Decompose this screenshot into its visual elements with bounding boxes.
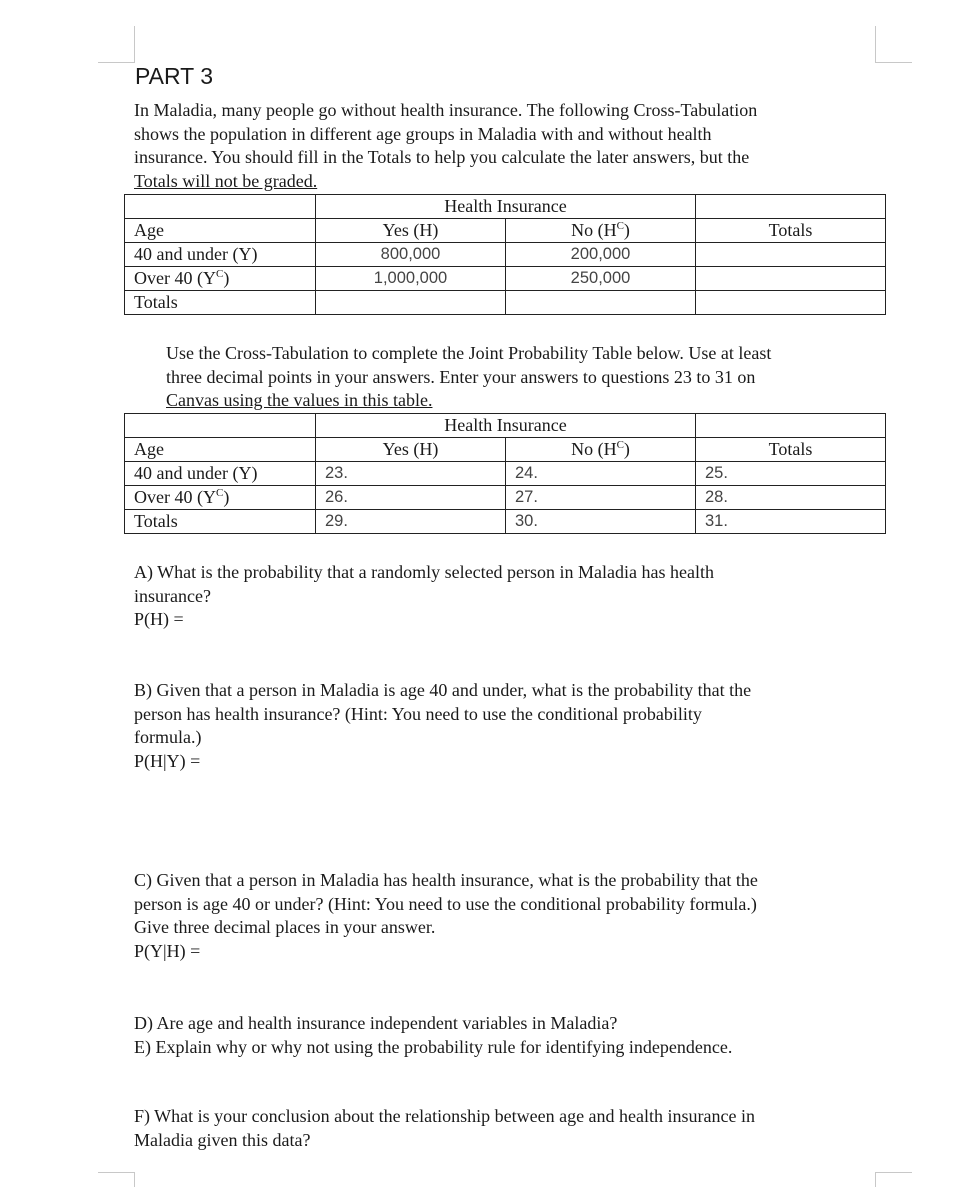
cell-40-under-yes: 800,000: [316, 243, 506, 267]
row-label-over-40: Over 40 $(Y^C)$: [125, 486, 316, 510]
question-line: person has health insurance? (Hint: You need to use the conditional probability: [134, 703, 702, 724]
question-b: [134, 679, 751, 773]
cross-tabulation-table: [124, 194, 886, 315]
totals-header: Totals: [696, 219, 886, 243]
question-line: A) What is the probability that a randomly selected person in Maladia has health: [134, 562, 714, 582]
cell-40-under-total[interactable]: [696, 243, 886, 267]
crop-mark-top-left: [98, 26, 135, 63]
answer-cell-24[interactable]: 24.: [506, 462, 696, 486]
question-f: [134, 1105, 755, 1152]
age-header: Age: [125, 219, 316, 243]
answer-prompt: P(H|Y) =: [134, 750, 201, 771]
cell-over-40-no: 250,000: [506, 267, 696, 291]
intro-line: insurance. You should fill in the Totals to help you calculate the later answers, but the: [134, 147, 750, 167]
question-c: [134, 869, 758, 963]
question-line: F) What is your conclusion about the relationship between age and health insurance in: [134, 1106, 755, 1126]
yes-header: Yes (H): [316, 438, 506, 462]
instructions-line: Use the Cross-Tabulation to complete the Joint Probability Table below. Use at least: [166, 343, 772, 363]
cell-over-40-total[interactable]: [696, 267, 886, 291]
health-insurance-header: Health Insurance: [316, 414, 696, 438]
question-line: insurance?: [134, 585, 211, 606]
row-label-totals: Totals: [125, 510, 316, 534]
question-line: formula.): [134, 727, 202, 747]
row-label-totals: Totals: [125, 291, 316, 315]
answer-cell-25[interactable]: 25.: [696, 462, 886, 486]
row-label-over-40: Over 40 $(Y^C)$: [125, 267, 316, 291]
cell-40-under-no: 200,000: [506, 243, 696, 267]
table-corner: [125, 414, 316, 438]
cell-totals-no[interactable]: [506, 291, 696, 315]
question-line: C) Given that a person in Maladia has health insurance, what is the probability that the: [134, 870, 758, 890]
instructions-line: Canvas using the values in this table.: [166, 390, 433, 410]
cell-totals-yes[interactable]: [316, 291, 506, 315]
intro-line: Totals will not be graded.: [134, 170, 318, 191]
row-label-40-under: 40 and under (Y): [125, 462, 316, 486]
no-header: No $(H^C)$: [506, 438, 696, 462]
answer-cell-29[interactable]: 29.: [316, 510, 506, 534]
question-line: person is age 40 or under? (Hint: You need to use the conditional probability formula.): [134, 893, 757, 914]
joint-probability-table: [124, 413, 886, 534]
question-e: E) Explain why or why not using the probability rule for identifying independence.: [134, 1036, 733, 1057]
answer-cell-28[interactable]: 28.: [696, 486, 886, 510]
intro-paragraph: [134, 99, 757, 193]
intro-line: shows the population in different age groups in Maladia with and without health: [134, 123, 712, 144]
table-corner: [696, 414, 886, 438]
crop-mark-top-right: [875, 26, 912, 63]
question-line: Maladia given this data?: [134, 1129, 311, 1150]
answer-cell-23[interactable]: 23.: [316, 462, 506, 486]
questions-d-e: [134, 1012, 732, 1059]
instructions-line: three decimal points in your answers. Enter your answers to questions 23 to 31 on: [166, 366, 756, 387]
no-header: No $(H^C)$: [506, 219, 696, 243]
question-line: B) Given that a person in Maladia is age 40 and under, what is the probability that the: [134, 680, 752, 700]
health-insurance-header: Health Insurance: [316, 195, 696, 219]
age-header: Age: [125, 438, 316, 462]
answer-prompt: P(Y|H) =: [134, 940, 201, 961]
row-label-40-under: 40 and under (Y): [125, 243, 316, 267]
yes-header: Yes (H): [316, 219, 506, 243]
table-corner: [696, 195, 886, 219]
intro-line: In Maladia, many people go without health insurance. The following Cross-Tabulation: [134, 100, 758, 120]
question-d: D) Are age and health insurance independent variables in Maladia?: [134, 1013, 618, 1033]
table-corner: [125, 195, 316, 219]
question-line: Give three decimal places in your answer.: [134, 917, 436, 937]
cell-totals-total[interactable]: [696, 291, 886, 315]
instructions-paragraph: [166, 342, 771, 413]
answer-cell-30[interactable]: 30.: [506, 510, 696, 534]
question-a: [134, 561, 714, 632]
cell-over-40-yes: 1,000,000: [316, 267, 506, 291]
totals-header: Totals: [696, 438, 886, 462]
answer-prompt: P(H) =: [134, 609, 184, 629]
answer-cell-31[interactable]: 31.: [696, 510, 886, 534]
answer-cell-27[interactable]: 27.: [506, 486, 696, 510]
answer-cell-26[interactable]: 26.: [316, 486, 506, 510]
page-title: PART 3: [135, 63, 213, 89]
